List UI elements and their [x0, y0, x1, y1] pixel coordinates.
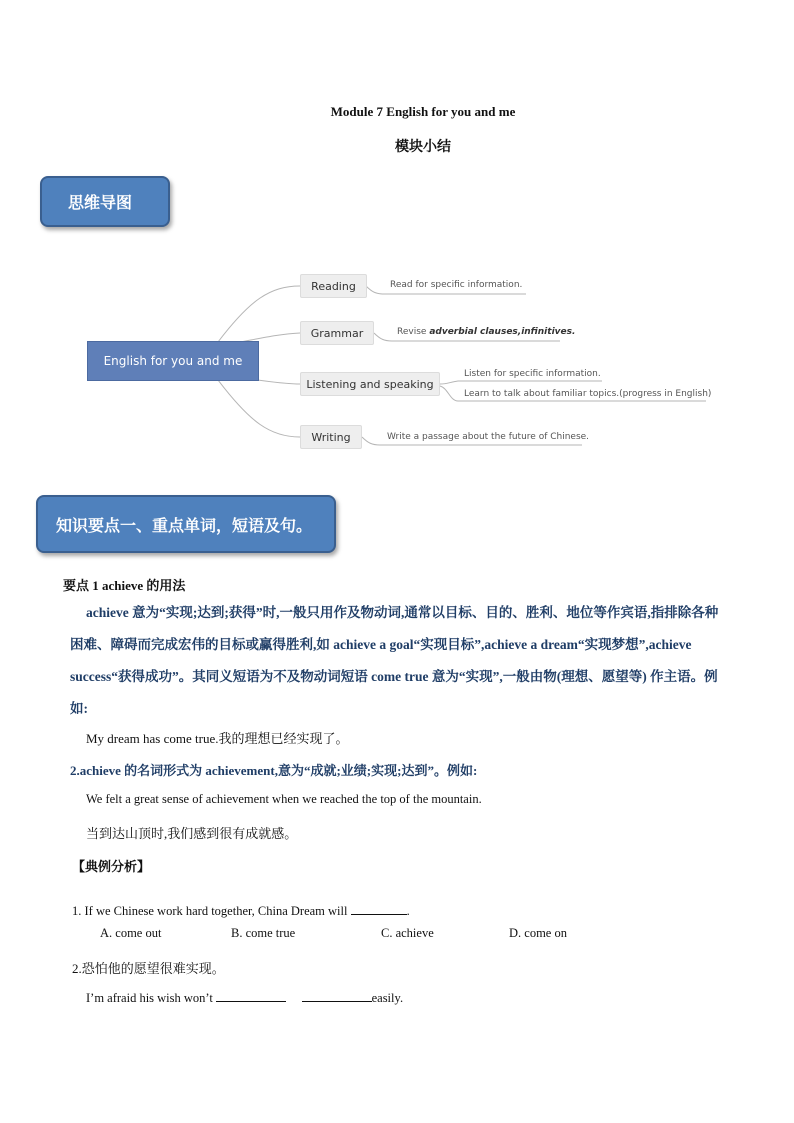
mindmap-leaf-listening-2: Learn to talk about familiar topics.(progress in English)	[464, 389, 712, 399]
example-2-english: We felt a great sense of achievement when we reached the top of the mountain.	[86, 792, 482, 806]
question-2: 2.恐怕他的愿望很难实现。	[72, 961, 225, 976]
mindmap-leaf-listening-1: Listen for specific information.	[464, 369, 601, 379]
mindmap-root-label: English for you and me	[103, 354, 243, 368]
mindmap-node-grammar	[300, 321, 374, 345]
connector-writing	[218, 380, 300, 437]
knowledge-banner	[36, 495, 336, 553]
node-label: Grammar	[310, 326, 364, 340]
page-subtitle: 模块小结	[395, 140, 451, 155]
mindmap-leaf-writing: Write a passage about the future of Chinese.	[387, 432, 590, 442]
answer-blank[interactable]	[351, 902, 407, 915]
option-c: C. achieve	[381, 926, 434, 940]
question-2-end: easily.	[371, 991, 404, 1005]
question-2-answer	[86, 989, 403, 1006]
page-title: Module 7 English for you and me	[330, 104, 516, 119]
node-label: Writing	[311, 430, 351, 444]
answer-blank-2[interactable]	[302, 989, 372, 1002]
mindmap-leaf-reading: Read for specific information.	[390, 280, 523, 290]
node-label: Listening and speaking	[306, 377, 434, 391]
mindmap-leaf-grammar	[397, 327, 575, 337]
example-1: My dream has come true.我的理想已经实现了。	[86, 731, 349, 746]
point-2: 2.achieve 的名词形式为 achievement,意为“成就;业绩;实现;达到”。例如:	[70, 763, 478, 778]
explanation-paragraph: achieve 意为“实现;达到;获得”时,一般只用作及物动词,通常以目标、目的、胜利、地位等作宾语,指排除各种困难、障碍而完成宏伟的目标或赢得胜利,如 achieve a goal“实现目标”,achieve a dream“实现梦想”,achieve success“获得成功”。其同义短语为不及物动词短语 come true 意为“实现”,一般由物(理想、愿望等) 作主语。例如:	[70, 605, 719, 716]
option-a: A. come out	[100, 926, 162, 940]
leaf-italic: adverbial clauses,infinitives.	[429, 327, 576, 337]
option-d: D. come on	[509, 926, 567, 940]
mindmap-node-reading	[300, 274, 367, 298]
mindmap-root	[87, 341, 259, 381]
question-2-prefix: I’m afraid his wish won’t	[86, 991, 213, 1005]
question-1	[72, 902, 410, 919]
leaf-prefix: Revise	[397, 327, 430, 337]
mindmap-node-writing	[300, 425, 362, 449]
mindmap-banner-label: 思维导图	[68, 193, 133, 212]
mindmap-node-listening	[300, 372, 440, 396]
question-1-text: 1. If we Chinese work hard together, China Dream will	[72, 904, 348, 918]
answer-blank-1[interactable]	[216, 989, 286, 1002]
analysis-heading: 【典例分析】	[72, 859, 151, 874]
point-title: 要点 1 achieve 的用法	[63, 578, 186, 593]
node-label: Reading	[311, 279, 356, 293]
leaf-line-listening-1	[440, 381, 602, 384]
mindmap-banner	[40, 176, 170, 227]
question-1-end: .	[406, 904, 410, 918]
example-2-chinese: 当到达山顶时,我们感到很有成就感。	[86, 826, 298, 841]
option-b: B. come true	[231, 926, 296, 940]
knowledge-banner-label: 知识要点一、重点单词，短语及句。	[56, 515, 313, 535]
